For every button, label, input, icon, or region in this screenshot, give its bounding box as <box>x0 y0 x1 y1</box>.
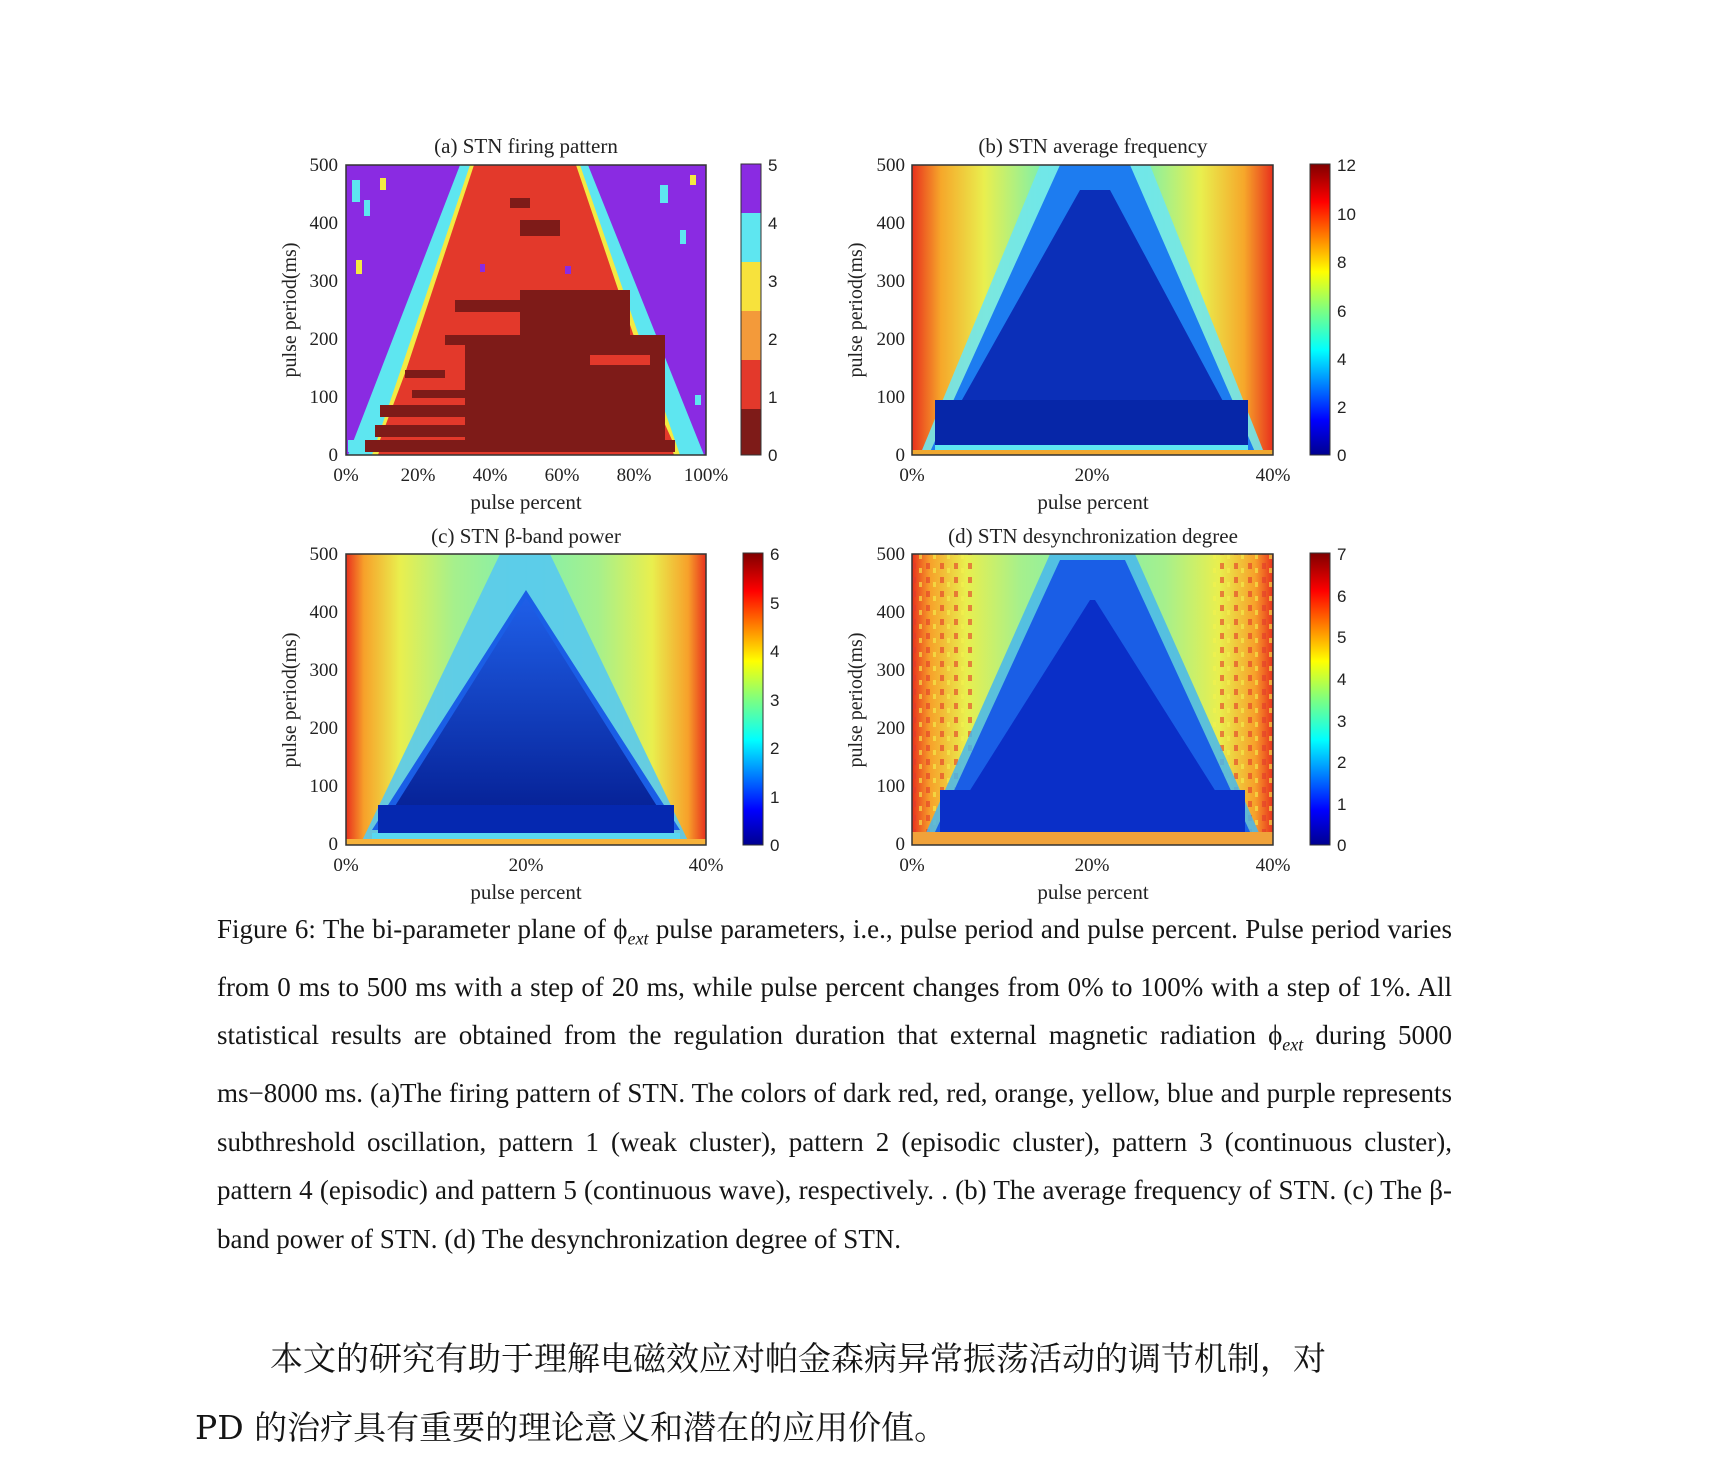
panel-a-title: (a) STN firing pattern <box>434 134 618 158</box>
panel-b-cb-tick: 2 <box>1337 398 1347 417</box>
panel-a-cb-tick: 5 <box>768 156 778 175</box>
body-paragraph-line: 本文的研究有助于理解电磁效应对帕金森病异常振荡活动的调节机制，对 <box>270 1339 1326 1378</box>
caption-part: pulse parameters, i.e., pulse period and pulse percent. Pulse period varies from 0 ms to 500 ms with a step of 20 ms, while pulse percent changes from 0% to 100% with a step of 1%. All statistical results are obtained from the regulation duration that external magnetic radiation ϕ <box>217 914 1453 1051</box>
panel-c-heatmap <box>346 554 706 845</box>
panel-a-cb-tick: 1 <box>768 388 778 407</box>
panel-c-xtick: 0% <box>333 855 359 876</box>
panel-b-cb-tick: 12 <box>1337 156 1356 175</box>
panel-d-xlabel: pulse percent <box>1037 880 1149 904</box>
panel-a-ytick: 500 <box>309 155 338 176</box>
panel-d-cb-tick: 6 <box>1337 587 1347 606</box>
panel-b-ytick: 0 <box>895 445 905 466</box>
caption-part: during 5000 ms−8000 ms. (a)The firing pattern of STN. The colors of dark red, red, orange, yellow, blue and purple represents subthreshold oscillation, pattern 1 (weak cluster), pattern 2 (episodic cluster), pattern 3 (continuous cluster), pattern 4 (episodic) and pattern 5 (continuous wave), respectively. . (b) The average frequency of STN. (c) The β-band power of STN. (d) The desynchronization degree of STN. <box>217 1020 1452 1254</box>
panel-d-ytick: 400 <box>876 602 905 623</box>
panel-a-ytick: 200 <box>309 329 338 350</box>
panel-d-xtick: 0% <box>899 855 925 876</box>
panel-c-cb-tick: 3 <box>770 691 780 710</box>
panel-c-cb-tick: 5 <box>770 594 780 613</box>
panel-d-title: (d) STN desynchronization degree <box>948 524 1238 548</box>
panel-c-cb-tick: 1 <box>770 788 780 807</box>
panel-c-ytick: 200 <box>309 718 338 739</box>
panel-c-ytick: 300 <box>309 660 338 681</box>
panel-a-ytick: 0 <box>328 445 338 466</box>
panel-d-ytick: 300 <box>876 660 905 681</box>
panel-d-cb-tick: 2 <box>1337 753 1347 772</box>
panel-d-xtick: 40% <box>1255 855 1291 876</box>
panel-a-cb-tick: 4 <box>768 214 778 233</box>
panel-a-xtick: 60% <box>544 465 580 486</box>
panel-c-cb-tick: 2 <box>770 739 780 758</box>
panel-b-colorbar <box>1310 156 1356 465</box>
panel-c-ytick: 400 <box>309 602 338 623</box>
panel-c <box>279 524 779 904</box>
panel-b-ytick: 500 <box>876 155 905 176</box>
panel-d-cb-tick: 4 <box>1337 670 1347 689</box>
panel-d-cb-tick: 0 <box>1337 836 1347 855</box>
panel-a <box>279 134 777 514</box>
panel-c-title: (c) STN β-band power <box>431 524 621 548</box>
panel-c-ylabel: pulse period(ms) <box>279 632 301 768</box>
panel-d-ylabel: pulse period(ms) <box>845 632 867 768</box>
panel-d-cb-tick: 1 <box>1337 795 1347 814</box>
panel-c-ytick: 100 <box>309 776 338 797</box>
panel-b-xtick: 20% <box>1074 465 1110 486</box>
panel-a-xtick: 100% <box>683 465 729 486</box>
panel-b-title: (b) STN average frequency <box>978 134 1208 158</box>
panel-b-ytick: 400 <box>876 213 905 234</box>
panel-c-ytick: 500 <box>309 544 338 565</box>
panel-c-cb-tick: 6 <box>770 545 780 564</box>
panel-a-xtick: 80% <box>616 465 652 486</box>
panel-c-xlabel: pulse percent <box>470 880 582 904</box>
panel-a-cb-tick: 2 <box>768 330 778 349</box>
panel-d-cb-tick: 3 <box>1337 712 1347 731</box>
panel-a-xtick: 0% <box>333 465 359 486</box>
panel-d-ytick: 500 <box>876 544 905 565</box>
panel-b-ytick: 100 <box>876 387 905 408</box>
panel-d-ytick: 0 <box>895 834 905 855</box>
panel-d-ytick: 200 <box>876 718 905 739</box>
panel-c-colorbar <box>743 545 779 855</box>
panel-a-xtick: 20% <box>400 465 436 486</box>
panel-d <box>845 524 1346 904</box>
panel-d-heatmap <box>912 554 1273 845</box>
panel-d-colorbar <box>1310 545 1346 855</box>
panel-a-xlabel: pulse percent <box>470 490 582 514</box>
caption-subscript: ext <box>627 928 649 949</box>
panel-d-cb-tick: 7 <box>1337 545 1347 564</box>
panel-b-xtick: 0% <box>899 465 925 486</box>
figure-caption <box>217 905 1452 1263</box>
panel-a-ytick: 300 <box>309 271 338 292</box>
panel-c-cb-tick: 0 <box>770 836 780 855</box>
panel-b-cb-tick: 6 <box>1337 302 1347 321</box>
panel-a-heatmap <box>346 165 706 455</box>
panel-a-cb-tick: 0 <box>768 446 778 465</box>
panel-a-cb-tick: 3 <box>768 272 778 291</box>
panel-b-xlabel: pulse percent <box>1037 490 1149 514</box>
panel-a-ytick: 400 <box>309 213 338 234</box>
panel-d-ytick: 100 <box>876 776 905 797</box>
panel-b <box>845 134 1356 514</box>
panel-b-ylabel: pulse period(ms) <box>845 242 867 378</box>
panel-c-xtick: 20% <box>508 855 544 876</box>
panel-c-cb-tick: 4 <box>770 642 780 661</box>
panel-d-cb-tick: 5 <box>1337 628 1347 647</box>
panel-a-ytick: 100 <box>309 387 338 408</box>
panel-b-cb-tick: 4 <box>1337 350 1347 369</box>
body-paragraph-line: PD 的治疗具有重要的理论意义和潜在的应用价值。 <box>195 1408 948 1447</box>
panel-b-cb-tick: 0 <box>1337 446 1347 465</box>
panel-b-ytick: 200 <box>876 329 905 350</box>
panel-b-cb-tick: 8 <box>1337 253 1347 272</box>
caption-part: Figure 6: The bi-parameter plane of ϕ <box>217 914 628 944</box>
panel-d-xtick: 20% <box>1074 855 1110 876</box>
panel-b-ytick: 300 <box>876 271 905 292</box>
panel-c-ytick: 0 <box>328 834 338 855</box>
panel-b-heatmap <box>912 165 1273 455</box>
panel-c-xtick: 40% <box>688 855 724 876</box>
caption-subscript: ext <box>1282 1034 1304 1055</box>
panel-a-xtick: 40% <box>472 465 508 486</box>
panel-a-colorbar <box>741 156 777 465</box>
panel-b-xtick: 40% <box>1255 465 1291 486</box>
panel-a-ylabel: pulse period(ms) <box>279 242 301 378</box>
panel-b-cb-tick: 10 <box>1337 205 1356 224</box>
